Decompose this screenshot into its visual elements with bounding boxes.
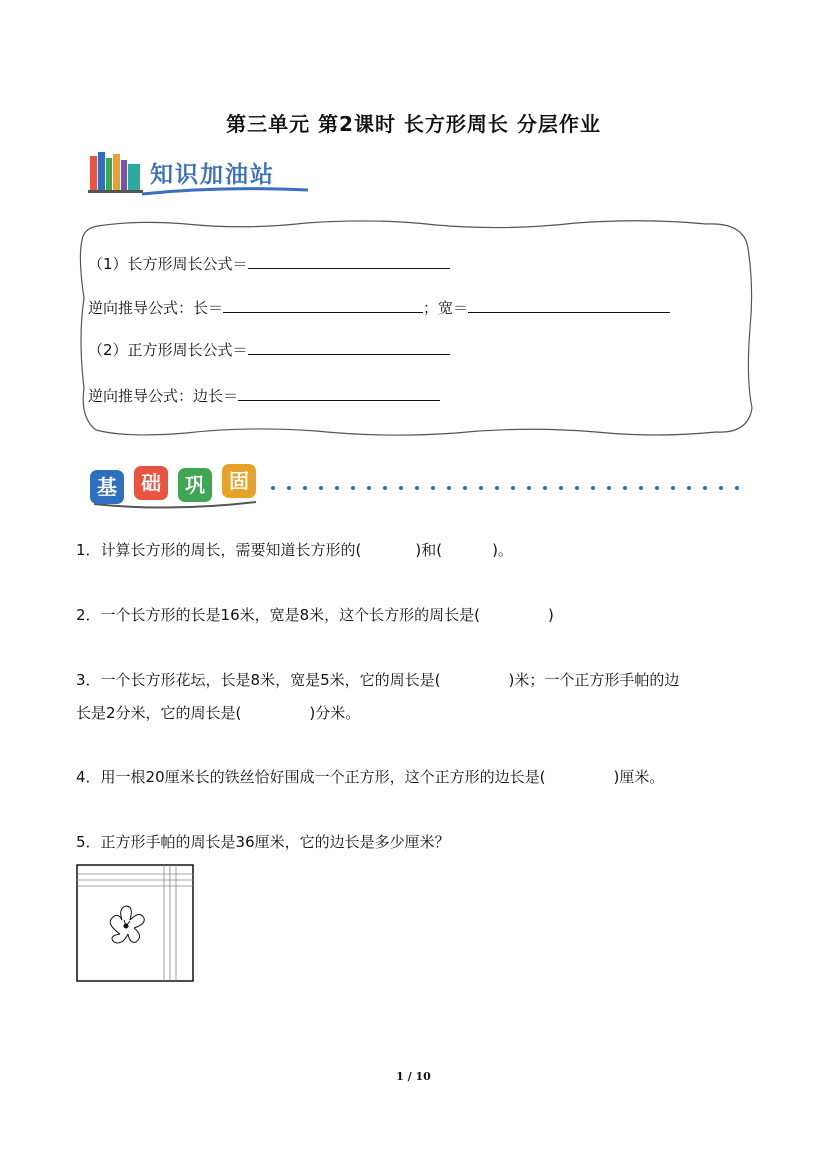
question-text: 3．一个长方形花坛，长是8米，宽是5米，它的周长是( bbox=[76, 671, 441, 689]
formula-line-square-reverse bbox=[88, 384, 440, 406]
question-text: )厘米。 bbox=[613, 768, 665, 786]
question-2 bbox=[76, 605, 554, 625]
tile-chu: 础 bbox=[134, 466, 168, 500]
question-text: ) bbox=[548, 606, 554, 624]
question-text: )和( bbox=[415, 541, 443, 559]
question-5 bbox=[76, 832, 450, 852]
page-title: 第三单元 第2课时 长方形周长 分层作业 bbox=[226, 112, 601, 136]
formula-line-rect-reverse bbox=[88, 296, 670, 318]
answer-blank[interactable] bbox=[468, 296, 670, 313]
section-heading-knowledge: 知识加油站 bbox=[150, 162, 275, 188]
swoosh-decoration bbox=[140, 184, 310, 198]
question-text: 1．计算长方形的周长，需要知道长方形的( bbox=[76, 541, 362, 559]
question-text: )。 bbox=[492, 541, 513, 559]
question-text: 长是2分米，它的周长是( bbox=[76, 704, 242, 722]
formula-label: （1）长方形周长公式＝ bbox=[88, 255, 248, 273]
answer-blank[interactable] bbox=[248, 252, 450, 269]
page-number: 1 / 10 bbox=[396, 1070, 431, 1083]
question-text: )分米。 bbox=[309, 704, 361, 722]
formula-label: 逆向推导公式：边长＝ bbox=[88, 387, 239, 405]
question-text: 2．一个长方形的长是16米，宽是8米，这个长方形的周长是( bbox=[76, 606, 481, 624]
tile-gong: 巩 bbox=[178, 468, 212, 502]
formula-label: 逆向推导公式：长＝ bbox=[88, 299, 224, 317]
dotted-rule bbox=[270, 484, 740, 492]
answer-blank[interactable] bbox=[223, 296, 423, 313]
books-icon bbox=[88, 150, 144, 194]
formula-line-square-perimeter bbox=[88, 338, 450, 360]
tile-ji: 基 bbox=[90, 470, 124, 504]
question-3 bbox=[76, 670, 679, 690]
formula-label: ；宽＝ bbox=[423, 299, 469, 317]
handkerchief-illustration bbox=[76, 864, 196, 984]
question-4 bbox=[76, 767, 664, 787]
tile-gu: 固 bbox=[222, 464, 256, 498]
answer-blank[interactable] bbox=[248, 338, 450, 355]
question-3-continued bbox=[76, 703, 360, 723]
question-text: )米；一个正方形手帕的边 bbox=[508, 671, 680, 689]
formula-label: （2）正方形周长公式＝ bbox=[88, 341, 248, 359]
answer-blank[interactable] bbox=[238, 384, 440, 401]
question-1 bbox=[76, 540, 513, 560]
formula-line-rect-perimeter bbox=[88, 252, 450, 274]
question-text: 4．用一根20厘米长的铁丝恰好围成一个正方形，这个正方形的边长是( bbox=[76, 768, 546, 786]
question-text: 5．正方形手帕的周长是36厘米，它的边长是多少厘米？ bbox=[76, 833, 450, 851]
